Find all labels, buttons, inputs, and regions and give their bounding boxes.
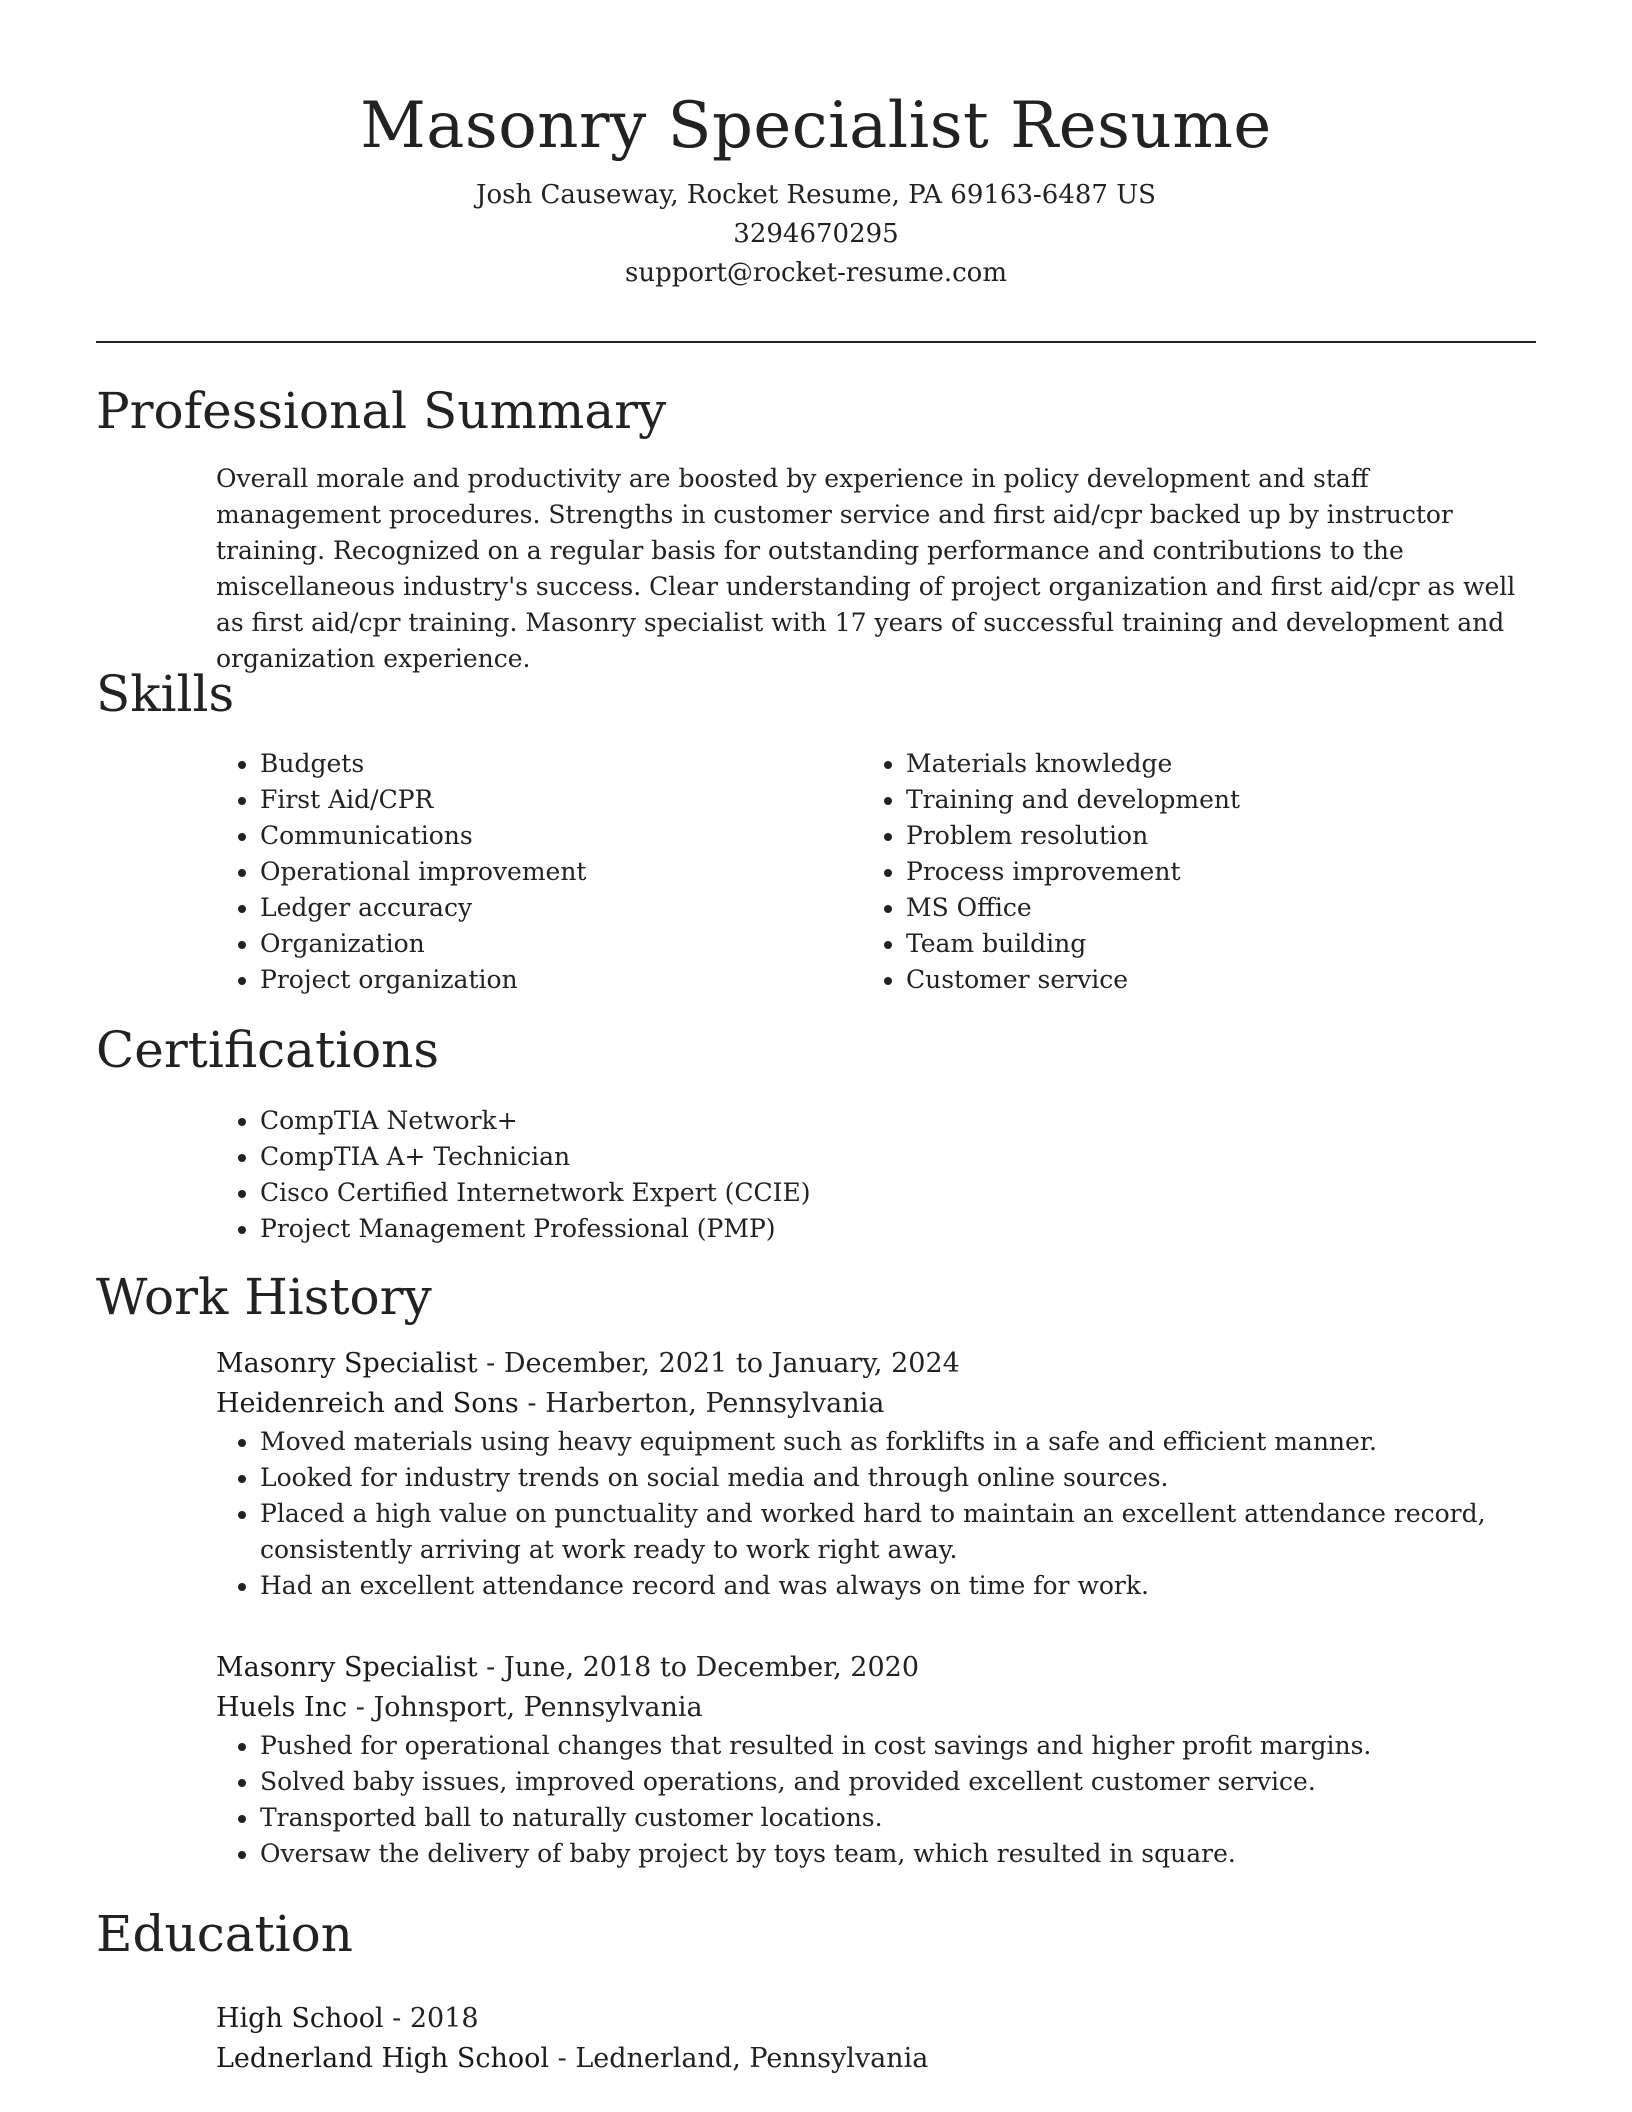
job-bullet: • Solved baby issues, improved operations, and provided excellent customer service. xyxy=(260,1764,1536,1800)
education-location: - Lednerland, Pennsylvania xyxy=(549,2043,929,2074)
summary-text: Overall morale and productivity are boosted by experience in policy development and staff management procedures. Strengths in customer service and first aid/cpr backed up by instructor training. Recognized on a regular basis for outstanding performance and contributions to the miscellaneous industry's success. Clear understanding of project organization and first aid/cpr as well as first aid/cpr training. Masonry specialist with 17 years of successful training and development and organization experience. xyxy=(216,464,1516,673)
contact-block xyxy=(96,176,1536,293)
certification-item: • CompTIA Network+ xyxy=(260,1103,1536,1139)
skills-left-column xyxy=(216,746,856,998)
job-entry xyxy=(216,1648,1536,1872)
education-heading: Education xyxy=(96,1905,353,1963)
education-degree: High School xyxy=(216,2003,384,2034)
job-bullet: • Moved materials using heavy equipment such as forklifts in a safe and efficient manner. xyxy=(260,1424,1536,1460)
job-bullet: • Looked for industry trends on social media and through online sources. xyxy=(260,1460,1536,1496)
contact-address: Josh Causeway, Rocket Resume, PA 69163-6487 US xyxy=(476,180,1156,210)
page-title: Masonry Specialist Resume xyxy=(360,89,1272,163)
certifications-list xyxy=(216,1103,1536,1247)
job-title-line xyxy=(216,1648,1536,1688)
skill-item: • Project organization xyxy=(260,962,856,998)
skill-item: • Customer service xyxy=(906,962,1502,998)
job-bullet: • Transported ball to naturally customer locations. xyxy=(260,1800,1536,1836)
job-bullet: • Oversaw the delivery of baby project by toys team, which resulted in square. xyxy=(260,1836,1536,1872)
job-company: Huels Inc xyxy=(216,1692,348,1723)
skill-item: • Training and development xyxy=(906,782,1502,818)
job-entry xyxy=(216,1344,1536,1604)
skill-item: • Problem resolution xyxy=(906,818,1502,854)
job-dates: - June, 2018 to December, 2020 xyxy=(477,1652,920,1683)
skill-item: • MS Office xyxy=(906,890,1502,926)
job-bullets xyxy=(216,1424,1536,1604)
certification-item: • Cisco Certified Internetwork Expert (CCIE) xyxy=(260,1175,1536,1211)
contact-email: support@rocket-resume.com xyxy=(624,258,1007,288)
header-divider xyxy=(96,341,1536,343)
job-bullets xyxy=(216,1728,1536,1872)
job-dates: - December, 2021 to January, 2024 xyxy=(477,1348,960,1379)
skills-left-list xyxy=(216,746,856,998)
job-location: - Johnsport, Pennsylvania xyxy=(347,1692,703,1723)
contact-phone: 3294670295 xyxy=(733,219,899,249)
education-school: Lednerland High School xyxy=(216,2043,550,2074)
job-title: Masonry Specialist xyxy=(216,1652,478,1683)
skill-item: • Budgets xyxy=(260,746,856,782)
certifications-heading: Certifications xyxy=(96,1021,440,1079)
job-title-line xyxy=(216,1344,1536,1384)
education-entry xyxy=(216,1999,1536,2079)
job-bullet: • Pushed for operational changes that resulted in cost savings and higher profit margins. xyxy=(260,1728,1536,1764)
skills-heading: Skills xyxy=(96,665,235,723)
summary-heading: Professional Summary xyxy=(96,382,667,440)
education-school-line xyxy=(216,2039,1536,2079)
education-year: - 2018 xyxy=(383,2003,479,2034)
job-bullet: • Had an excellent attendance record and was always on time for work. xyxy=(260,1568,1536,1604)
education-degree-line xyxy=(216,1999,1536,2039)
skill-item: • Ledger accuracy xyxy=(260,890,856,926)
job-company: Heidenreich and Sons xyxy=(216,1388,519,1419)
resume-header xyxy=(96,84,1536,293)
skill-item: • Process improvement xyxy=(906,854,1502,890)
skill-item: • Organization xyxy=(260,926,856,962)
job-company-line xyxy=(216,1688,1536,1728)
skills-right-column xyxy=(862,746,1502,998)
skills-right-list xyxy=(862,746,1502,998)
work-history-heading: Work History xyxy=(96,1268,432,1326)
skill-item: • First Aid/CPR xyxy=(260,782,856,818)
certification-item: • Project Management Professional (PMP) xyxy=(260,1211,1536,1247)
job-location: - Harberton, Pennsylvania xyxy=(518,1388,885,1419)
skill-item: • Materials knowledge xyxy=(906,746,1502,782)
certifications-block xyxy=(216,1103,1536,1247)
job-bullet: • Placed a high value on punctuality and worked hard to maintain an excellent attendance record, consistently arriving at work ready to work right away. xyxy=(260,1496,1536,1568)
skill-item: • Team building xyxy=(906,926,1502,962)
job-title: Masonry Specialist xyxy=(216,1348,478,1379)
job-company-line xyxy=(216,1384,1536,1424)
certification-item: • CompTIA A+ Technician xyxy=(260,1139,1536,1175)
skill-item: • Communications xyxy=(260,818,856,854)
skill-item: • Operational improvement xyxy=(260,854,856,890)
